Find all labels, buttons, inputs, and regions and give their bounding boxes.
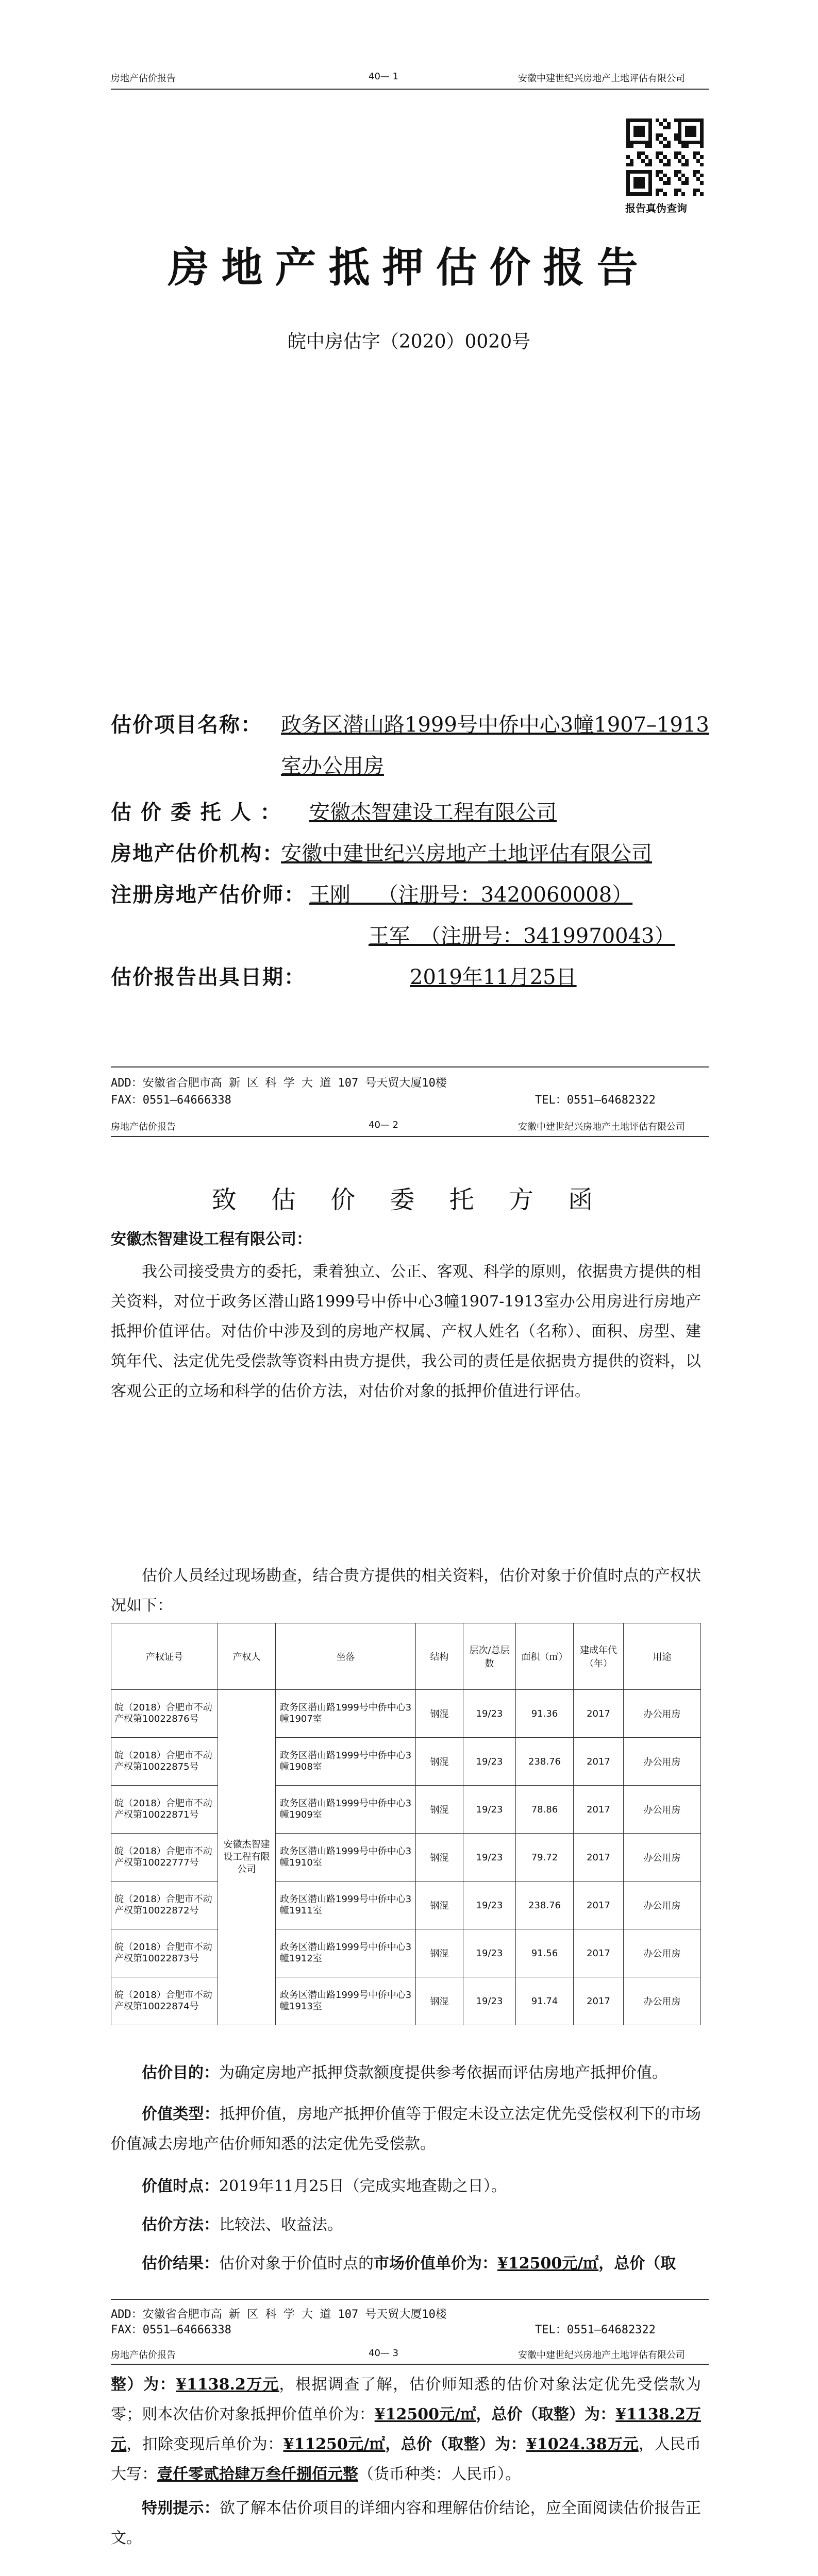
cell-location: 政务区潜山路1999号中侨中心3幢1908室 bbox=[276, 1738, 416, 1786]
cover-value-appraiser-2: 王军 （注册号：3419970043） bbox=[369, 924, 675, 948]
cell-structure: 钢混 bbox=[416, 1929, 463, 1977]
cover-label-client: 估 价 委 托 人 ： bbox=[111, 800, 282, 824]
page-number bbox=[369, 1120, 398, 1130]
r-i: ，总价（取整）为： bbox=[385, 2435, 527, 2453]
cell-floor: 19/23 bbox=[463, 1929, 516, 1977]
result-text-d: ，总价（取 bbox=[598, 2255, 676, 2273]
value-type-text: 抵押价值，房地产抵押价值等于假定未设立法定优先受偿权利下的市场价值减去房地产估价师知悉的法定优先受偿款。 bbox=[111, 2105, 702, 2153]
th-location: 坐落 bbox=[276, 1623, 416, 1690]
purpose-line bbox=[111, 2058, 701, 2088]
page-header-left: 房地产估价报告 bbox=[111, 2350, 176, 2361]
footer-fax: FAX：0551—64666338 bbox=[111, 2324, 231, 2336]
cover-value-appraiser-1: 王刚 （注册号：3420060008） bbox=[309, 883, 633, 907]
footer-tel: TEL：0551—64682322 bbox=[535, 1094, 656, 1107]
page-header-company: 安徽中建世纪兴房地产土地评估有限公司 bbox=[518, 2350, 685, 2361]
header-rule bbox=[111, 1136, 709, 1137]
cover-value-client: 安徽杰智建设工程有限公司 bbox=[309, 801, 557, 824]
cell-use: 办公用房 bbox=[624, 1834, 701, 1882]
cover-label-agency: 房地产估价机构： bbox=[111, 841, 284, 866]
th-use: 用途 bbox=[624, 1623, 701, 1690]
letter-paragraph-1 bbox=[111, 1257, 701, 1406]
cell-structure: 钢混 bbox=[416, 1786, 463, 1834]
cell-floor: 19/23 bbox=[463, 1786, 516, 1834]
letter-paragraph-1-text: 我公司接受贵方的委托，秉着独立、公正、客观、科学的原则，依据贵方提供的相关资料，对位于政务区潜山路1999号中侨中心3幢1907-1913室办公用房进行房地产抵押价值评估。对估价中涉及到的房地产权属、产权人姓名（名称）、面积、房型、建筑年代、法定优先受偿款等资料由贵方提供，我公司的责任是依据贵方提供的资料，以客观公正的立场和科学的估价方法，对估价对象的抵押价值进行评估。 bbox=[111, 1263, 702, 1400]
page-prefix: 40— bbox=[369, 71, 393, 82]
th-cert: 产权证号 bbox=[111, 1623, 218, 1690]
result-unit-price: ¥12500元/㎡ bbox=[497, 2255, 599, 2273]
footer-tel: TEL：0551—64682322 bbox=[535, 2324, 656, 2336]
cell-location: 政务区潜山路1999号中侨中心3幢1907室 bbox=[276, 1690, 416, 1738]
special-tip bbox=[111, 2494, 701, 2553]
cell-use: 办公用房 bbox=[624, 1738, 701, 1786]
method-label: 估价方法： bbox=[142, 2216, 219, 2234]
cell-floor: 19/23 bbox=[463, 1738, 516, 1786]
page-prefix: 40— bbox=[369, 1120, 393, 1130]
value-type-label: 价值类型： bbox=[142, 2105, 220, 2123]
result-text-b: 市场价值单价为： bbox=[374, 2255, 497, 2273]
result-text-a: 估价对象于价值时点的 bbox=[219, 2255, 374, 2273]
cell-use: 办公用房 bbox=[624, 1977, 701, 2025]
page-number bbox=[369, 71, 398, 82]
cell-use: 办公用房 bbox=[624, 1882, 701, 1929]
property-table bbox=[111, 1623, 701, 2025]
cell-year: 2017 bbox=[574, 1690, 624, 1738]
cover-value-date: 2019年11月25日 bbox=[410, 965, 577, 989]
footer-address: ADD：安徽省合肥市高 新 区 科 学 大 道 107 号天贸大厦10楼 bbox=[111, 1077, 447, 1090]
value-point-text: 2019年11月25日（完成实地查勘之日）。 bbox=[219, 2177, 507, 2195]
cell-owner: 安徽杰智建设工程有限公司 bbox=[218, 1690, 276, 2025]
cell-location: 政务区潜山路1999号中侨中心3幢1909室 bbox=[276, 1786, 416, 1834]
r-m: （货币种类：人民币）。 bbox=[358, 2465, 521, 2483]
cell-structure: 钢混 bbox=[416, 1834, 463, 1882]
r-k: ，人民币大写： bbox=[111, 2435, 702, 2483]
cell-area: 238.76 bbox=[516, 1738, 574, 1786]
cover-value-agency: 安徽中建世纪兴房地产土地评估有限公司 bbox=[281, 842, 652, 866]
result-line bbox=[111, 2249, 701, 2279]
th-area: 面积（㎡） bbox=[516, 1623, 574, 1690]
cell-structure: 钢混 bbox=[416, 1977, 463, 2025]
r-e: ，总价（取整）为： bbox=[476, 2405, 616, 2424]
cell-floor: 19/23 bbox=[463, 1882, 516, 1929]
value-point-line bbox=[111, 2172, 701, 2201]
footer-fax: FAX：0551—64666338 bbox=[111, 1094, 231, 1107]
cell-area: 91.36 bbox=[516, 1690, 574, 1738]
r-upper-amount: 壹仟零贰拾肆万叁仟捌佰元整 bbox=[157, 2465, 358, 2483]
cell-cert: 皖（2018）合肥市不动产权第10022874号 bbox=[111, 1977, 218, 2025]
page-num: 1 bbox=[392, 71, 399, 82]
r-total-market: ¥1138.2万元 bbox=[176, 2376, 279, 2394]
table-row bbox=[111, 1738, 701, 1786]
value-type-line bbox=[111, 2099, 701, 2159]
result-continuation bbox=[111, 2370, 701, 2489]
table-row bbox=[111, 1786, 701, 1834]
cell-area: 238.76 bbox=[516, 1882, 574, 1929]
cell-area: 78.86 bbox=[516, 1786, 574, 1834]
letter-title: 致 估 价 委 托 方 函 bbox=[211, 1185, 607, 1214]
r-total-liquid: ¥1024.38万元 bbox=[526, 2435, 639, 2453]
cell-use: 办公用房 bbox=[624, 1929, 701, 1977]
cell-location: 政务区潜山路1999号中侨中心3幢1913室 bbox=[276, 1977, 416, 2025]
header-rule bbox=[111, 89, 709, 90]
page-num: 3 bbox=[392, 2348, 399, 2359]
cover-label-date: 估价报告出具日期： bbox=[111, 965, 306, 989]
cover-label-project: 估价项目名称： bbox=[111, 713, 262, 737]
method-text: 比较法、收益法。 bbox=[219, 2216, 343, 2234]
cell-floor: 19/23 bbox=[463, 1977, 516, 2025]
r-unit-mortgage: ¥12500元/㎡ bbox=[374, 2405, 476, 2424]
cell-structure: 钢混 bbox=[416, 1690, 463, 1738]
header-rule bbox=[111, 2364, 709, 2365]
cell-year: 2017 bbox=[574, 1738, 624, 1786]
letter-paragraph-2: 估价人员经过现场勘查，结合贵方提供的相关资料，估价对象于价值时点的产权状况如下： bbox=[111, 1567, 701, 1615]
table-row bbox=[111, 1882, 701, 1929]
footer-address: ADD：安徽省合肥市高 新 区 科 学 大 道 107 号天贸大厦10楼 bbox=[111, 2308, 447, 2321]
purpose-text: 为确定房地产抵押贷款额度提供参考依据而评估房地产抵押价值。 bbox=[219, 2064, 667, 2082]
cell-location: 政务区潜山路1999号中侨中心3幢1910室 bbox=[276, 1834, 416, 1882]
report-number: 皖中房估字（2020）0020号 bbox=[287, 331, 531, 352]
cell-area: 91.56 bbox=[516, 1929, 574, 1977]
cell-location: 政务区潜山路1999号中侨中心3幢1911室 bbox=[276, 1882, 416, 1929]
tip-label: 特别提示： bbox=[142, 2499, 220, 2517]
cell-year: 2017 bbox=[574, 1929, 624, 1977]
page-prefix: 40— bbox=[369, 2348, 393, 2359]
cell-cert: 皖（2018）合肥市不动产权第10022873号 bbox=[111, 1929, 218, 1977]
table-row bbox=[111, 1929, 701, 1977]
footer-rule bbox=[111, 1066, 709, 1067]
cover-value-project-2: 室办公用房 bbox=[281, 754, 384, 778]
purpose-label: 估价目的： bbox=[142, 2064, 219, 2082]
cell-use: 办公用房 bbox=[624, 1786, 701, 1834]
page-header-left: 房地产估价报告 bbox=[111, 1122, 176, 1132]
cell-structure: 钢混 bbox=[416, 1738, 463, 1786]
value-point-label: 价值时点： bbox=[142, 2177, 219, 2195]
cell-location: 政务区潜山路1999号中侨中心3幢1912室 bbox=[276, 1929, 416, 1977]
cell-use: 办公用房 bbox=[624, 1690, 701, 1738]
cell-cert: 皖（2018）合肥市不动产权第10022872号 bbox=[111, 1882, 218, 1929]
cell-year: 2017 bbox=[574, 1834, 624, 1882]
cell-area: 91.74 bbox=[516, 1977, 574, 2025]
th-owner: 产权人 bbox=[218, 1623, 276, 1690]
footer-rule bbox=[111, 2299, 709, 2300]
cell-year: 2017 bbox=[574, 1882, 624, 1929]
cell-year: 2017 bbox=[574, 1977, 624, 2025]
qr-caption: 报告真伪查询 bbox=[625, 202, 687, 214]
page-num: 2 bbox=[392, 1120, 399, 1130]
cell-cert: 皖（2018）合肥市不动产权第10022875号 bbox=[111, 1738, 218, 1786]
r-unit-liquid: ¥11250元/㎡ bbox=[283, 2435, 386, 2453]
cell-area: 79.72 bbox=[516, 1834, 574, 1882]
cover-value-project: 政务区潜山路1999号中侨中心3幢1907–1913 bbox=[281, 713, 709, 737]
cell-year: 2017 bbox=[574, 1786, 624, 1834]
r-g: ，扣除变现后单价为： bbox=[126, 2435, 283, 2453]
report-title: 房地产抵押估价报告 bbox=[168, 243, 650, 292]
tip-text: 欲了解本估价项目的详细内容和理解估价结论，应全面阅读估价报告正文。 bbox=[111, 2499, 702, 2547]
th-floor: 层次/总层数 bbox=[463, 1623, 516, 1690]
result-label: 估价结果： bbox=[142, 2255, 219, 2273]
cell-cert: 皖（2018）合肥市不动产权第10022876号 bbox=[111, 1690, 218, 1738]
table-row bbox=[111, 1690, 701, 1738]
r-total-mortgage: ¥1138.2万元 bbox=[111, 2405, 702, 2453]
r-a: 整）为： bbox=[111, 2376, 176, 2394]
cover-label-appraiser: 注册房地产估价师： bbox=[111, 883, 306, 907]
qr-code-icon bbox=[626, 118, 704, 196]
cell-cert: 皖（2018）合肥市不动产权第10022871号 bbox=[111, 1786, 218, 1834]
page-header-company: 安徽中建世纪兴房地产土地评估有限公司 bbox=[518, 1122, 685, 1132]
cell-structure: 钢混 bbox=[416, 1882, 463, 1929]
page-header-left: 房地产估价报告 bbox=[111, 73, 176, 84]
table-row bbox=[111, 1834, 701, 1882]
method-line bbox=[111, 2210, 701, 2240]
cell-cert: 皖（2018）合肥市不动产权第10022777号 bbox=[111, 1834, 218, 1882]
page-number bbox=[369, 2348, 398, 2359]
cell-floor: 19/23 bbox=[463, 1834, 516, 1882]
page-header-company: 安徽中建世纪兴房地产土地评估有限公司 bbox=[518, 73, 685, 84]
table-row bbox=[111, 1977, 701, 2025]
letter-addressee: 安徽杰智建设工程有限公司： bbox=[111, 1230, 312, 1248]
th-structure: 结构 bbox=[416, 1623, 463, 1690]
table-header-row bbox=[111, 1623, 701, 1690]
cell-floor: 19/23 bbox=[463, 1690, 516, 1738]
th-year: 建成年代（年） bbox=[574, 1623, 624, 1690]
r-c: ，根据调查了解，估价师知悉的估价对象法定优先受偿款为零；则本次估价对象抵押价值单价为： bbox=[111, 2376, 701, 2424]
